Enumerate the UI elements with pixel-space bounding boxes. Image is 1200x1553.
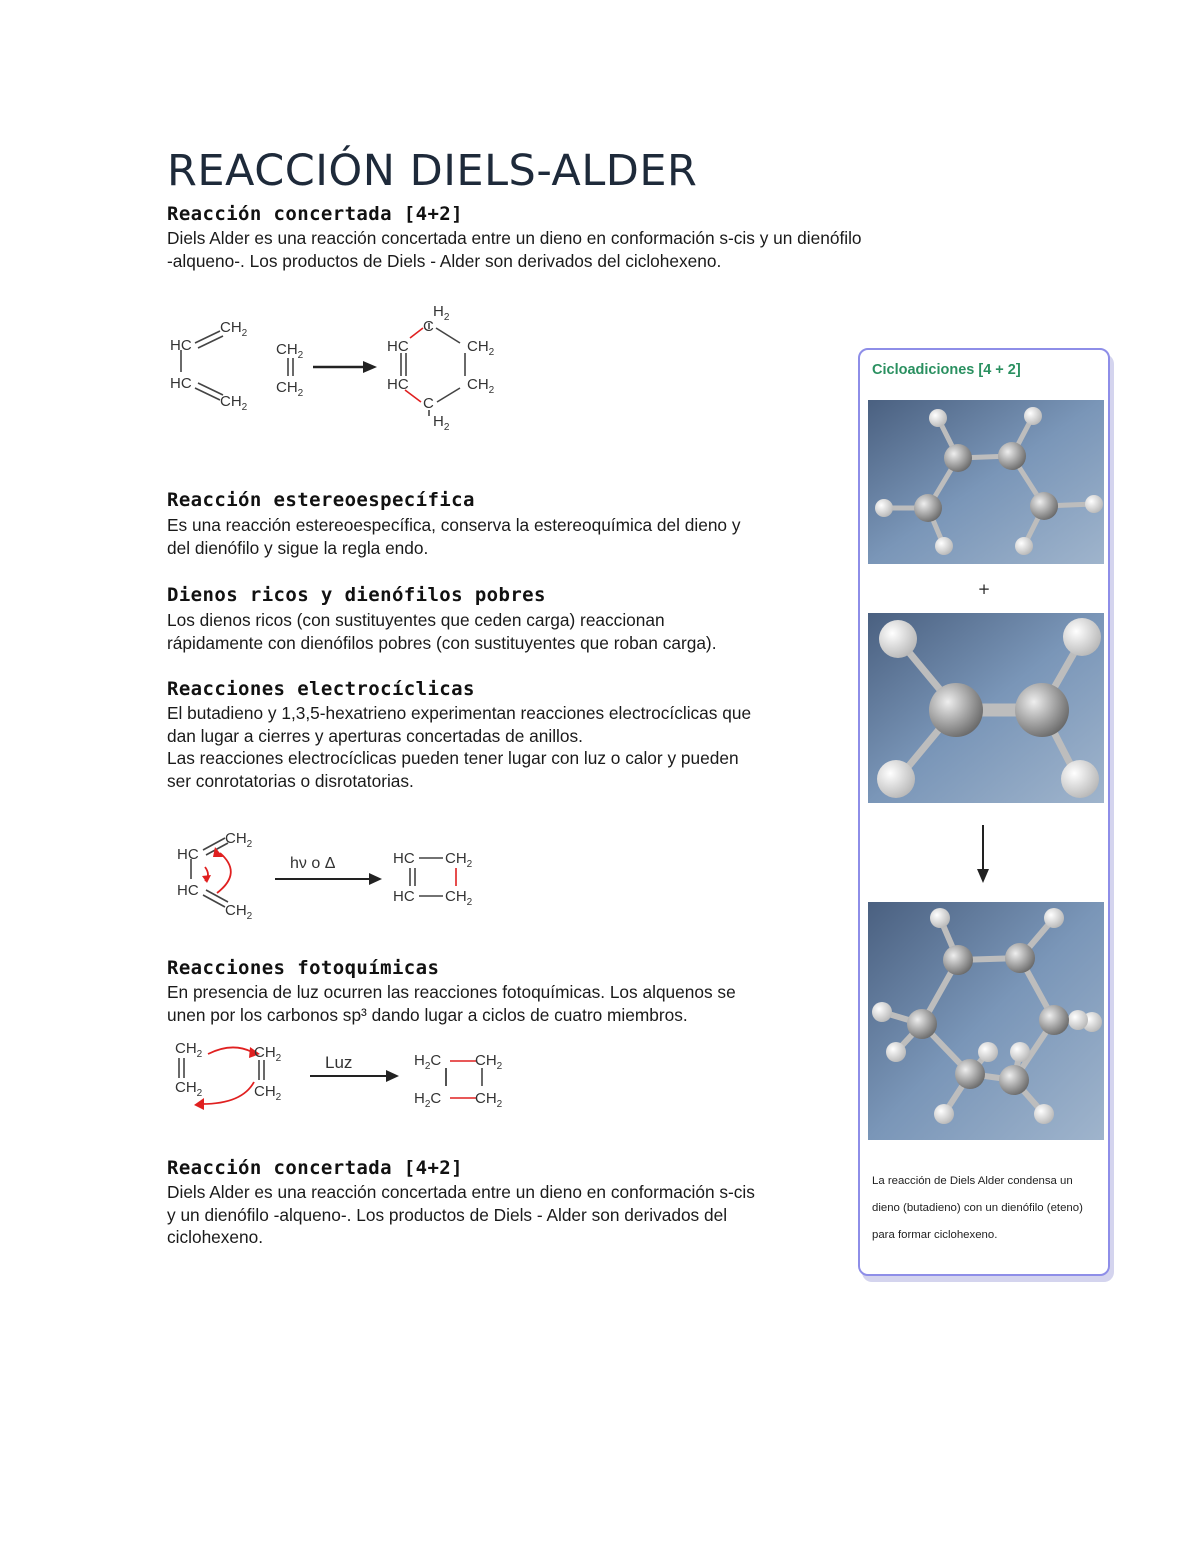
svg-text:C: C bbox=[423, 395, 434, 412]
svg-text:CH2: $CH_2$ bbox=[175, 1079, 203, 1099]
ethene-molecule bbox=[868, 613, 1104, 803]
svg-text:CH2: $CH_2$ bbox=[276, 379, 304, 399]
text-line: del dienófilo y sigue la regla endo. bbox=[167, 537, 429, 558]
section-text bbox=[167, 702, 751, 792]
diels-alder-scheme bbox=[165, 298, 515, 433]
section-heading: Dienos ricos y dienófilos pobres bbox=[167, 584, 546, 606]
section-text bbox=[167, 514, 741, 559]
text-line: Diels Alder es una reacción concertada entre un dieno en conformación s-cis y un dienófilo bbox=[167, 228, 862, 248]
text-line: ser conrotatorias o disrotatorias. bbox=[167, 770, 414, 791]
section-text bbox=[167, 227, 862, 272]
svg-text:CH2: $CH_2$ bbox=[225, 902, 253, 922]
svg-text:CH2: $CH_2$ bbox=[475, 1052, 503, 1072]
text-line: Es una reacción estereoespecífica, conserva la estereoquímica del dieno y bbox=[167, 515, 741, 535]
section-heading: Reacción concertada [4+2] bbox=[167, 203, 463, 225]
svg-text:CH2: $CH_2$ bbox=[220, 393, 248, 413]
svg-text:H2: $H_2$ bbox=[433, 303, 450, 323]
plus-sign: + bbox=[977, 580, 991, 598]
svg-text:CH2: $CH_2$ bbox=[220, 319, 248, 339]
section-heading: Reacciones electrocíclicas bbox=[167, 678, 475, 700]
text-line: -alqueno-. Los productos de Diels - Alder son derivados del ciclohexeno. bbox=[167, 250, 722, 271]
svg-text:HC: HC bbox=[177, 846, 199, 863]
text-line: dan lugar a cierres y aperturas concertadas de anillos. bbox=[167, 725, 583, 746]
svg-text:CH2: $CH_2$ bbox=[467, 376, 495, 396]
text-line: Los dienos ricos (con sustituyentes que ceden carga) reaccionan bbox=[167, 610, 665, 630]
text-line: Diels Alder es una reacción concertada entre un dieno en conformación s-cis bbox=[167, 1182, 755, 1202]
text-line: En presencia de luz ocurren las reacciones fotoquímicas. Los alquenos se bbox=[167, 982, 736, 1002]
down-arrow-icon bbox=[976, 825, 990, 885]
section-text bbox=[167, 609, 717, 654]
figure-caption: La reacción de Diels Alder condensa un dieno (butadieno) con un dienófilo (eteno) para formar ciclohexeno. bbox=[872, 1175, 1083, 1241]
svg-text:H2C: $H_2C$ bbox=[414, 1052, 442, 1072]
electrocyclic-scheme bbox=[175, 823, 495, 923]
svg-text:HC: HC bbox=[177, 882, 199, 899]
text-line: Las reacciones electrocíclicas pueden tener lugar con luz o calor y pueden bbox=[167, 748, 739, 768]
butadiene-molecule bbox=[868, 400, 1104, 564]
text-line: y un dienófilo -alqueno-. Los productos de Diels - Alder son derivados del bbox=[167, 1204, 728, 1225]
cyclohexene-molecule bbox=[868, 902, 1104, 1140]
svg-text:CH2: $CH_2$ bbox=[254, 1083, 282, 1103]
svg-text:H2C: $H_2C$ bbox=[414, 1090, 442, 1110]
svg-text:CH2: $CH_2$ bbox=[475, 1090, 503, 1110]
svg-text:CH2: $CH_2$ bbox=[467, 338, 495, 358]
text-line: El butadieno y 1,3,5-hexatrieno experimentan reacciones electrocíclicas que bbox=[167, 703, 752, 723]
condition-label: hν o Δ bbox=[290, 855, 336, 872]
svg-text:HC: HC bbox=[387, 376, 409, 393]
section-text bbox=[167, 981, 736, 1026]
section-text bbox=[167, 1181, 755, 1249]
svg-text:C: C bbox=[423, 318, 434, 335]
section-heading: Reacción concertada [4+2] bbox=[167, 1157, 463, 1179]
page-title: REACCIÓN DIELS-ALDER bbox=[167, 146, 698, 196]
text-line: ciclohexeno. bbox=[167, 1227, 264, 1247]
cycloaddition-figure bbox=[858, 348, 1110, 1276]
photochemical-scheme bbox=[170, 1038, 520, 1118]
svg-text:HC: HC bbox=[170, 375, 192, 392]
svg-text:CH2: $CH_2$ bbox=[254, 1044, 282, 1064]
svg-text:HC: HC bbox=[393, 850, 415, 867]
svg-text:CH2: $CH_2$ bbox=[445, 888, 473, 908]
condition-label: Luz bbox=[325, 1053, 353, 1072]
svg-text:HC: HC bbox=[387, 338, 409, 355]
svg-text:HC: HC bbox=[170, 337, 192, 354]
text-line: unen por los carbonos sp³ dando lugar a ciclos de cuatro miembros. bbox=[167, 1004, 688, 1025]
svg-text:CH2: $CH_2$ bbox=[175, 1040, 203, 1060]
section-heading: Reacciones fotoquímicas bbox=[167, 957, 440, 979]
svg-text:HC: HC bbox=[393, 888, 415, 905]
svg-text:CH2: $CH_2$ bbox=[276, 341, 304, 361]
svg-text:CH2: $CH_2$ bbox=[445, 850, 473, 870]
figure-title: Cicloadiciones [4 + 2] bbox=[872, 362, 1021, 378]
svg-text:CH2: $CH_2$ bbox=[225, 830, 253, 850]
section-heading: Reacción estereoespecífica bbox=[167, 489, 475, 511]
text-line: rápidamente con dienófilos pobres (con sustituyentes que roban carga). bbox=[167, 632, 717, 653]
svg-text:H2: $H_2$ bbox=[433, 413, 450, 433]
